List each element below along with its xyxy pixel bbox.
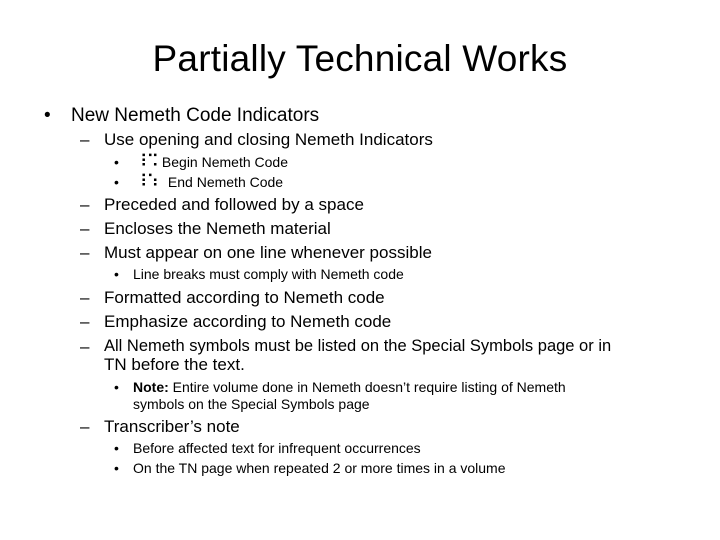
dash-marker: –	[80, 337, 90, 356]
begin-indicator-item	[135, 152, 288, 172]
slide-title: Partially Technical Works	[152, 38, 568, 79]
note-line2: symbols on the Special Symbols page	[133, 396, 370, 412]
bullet-marker: •	[114, 379, 119, 395]
transcriber-heading: Transcriber’s note	[104, 417, 240, 436]
dash-marker: –	[80, 219, 90, 238]
rule-text: Preceded and followed by a space	[104, 195, 364, 214]
braille-begin-indicator-icon: ⠸⠩	[135, 152, 158, 172]
note-line1	[133, 379, 566, 395]
dash-marker: –	[80, 243, 90, 262]
dash-marker: –	[80, 195, 90, 214]
transcriber-item: On the TN page when repeated 2 or more times in a volume	[133, 460, 506, 476]
transcriber-item: Before affected text for infrequent occurrences	[133, 440, 421, 456]
begin-indicator-text: Begin Nemeth Code	[161, 154, 288, 170]
braille-end-indicator-icon: ⠸⠱	[135, 172, 158, 192]
end-indicator-item	[135, 172, 283, 192]
listing-rule-line2: TN before the text.	[104, 355, 245, 374]
indicators-heading: Use opening and closing Nemeth Indicators	[104, 130, 433, 149]
dash-marker: –	[80, 130, 90, 149]
note-text: Entire volume done in Nemeth doesn’t require listing of Nemeth	[172, 379, 566, 395]
bullet-marker: •	[114, 440, 119, 456]
bullet-marker: •	[44, 105, 51, 126]
bullet-marker: •	[114, 460, 119, 476]
bullet-marker: •	[114, 174, 119, 190]
level1-bullet-text: New Nemeth Code Indicators	[71, 105, 320, 126]
bullet-marker: •	[114, 154, 119, 170]
line-breaks-note: Line breaks must comply with Nemeth code	[133, 266, 404, 282]
dash-marker: –	[80, 312, 90, 331]
dash-marker: –	[80, 417, 90, 436]
rule-text: Must appear on one line whenever possible	[104, 243, 432, 262]
dash-marker: –	[80, 288, 90, 307]
rule-text: Encloses the Nemeth material	[104, 219, 331, 238]
note-label: Note:	[133, 379, 169, 395]
rule-text: Emphasize according to Nemeth code	[104, 312, 392, 331]
listing-rule-line1: All Nemeth symbols must be listed on the Special Symbols page or in	[104, 337, 612, 355]
rule-text: Formatted according to Nemeth code	[104, 288, 385, 307]
bullet-marker: •	[114, 266, 119, 282]
end-indicator-text: End Nemeth Code	[167, 174, 284, 190]
